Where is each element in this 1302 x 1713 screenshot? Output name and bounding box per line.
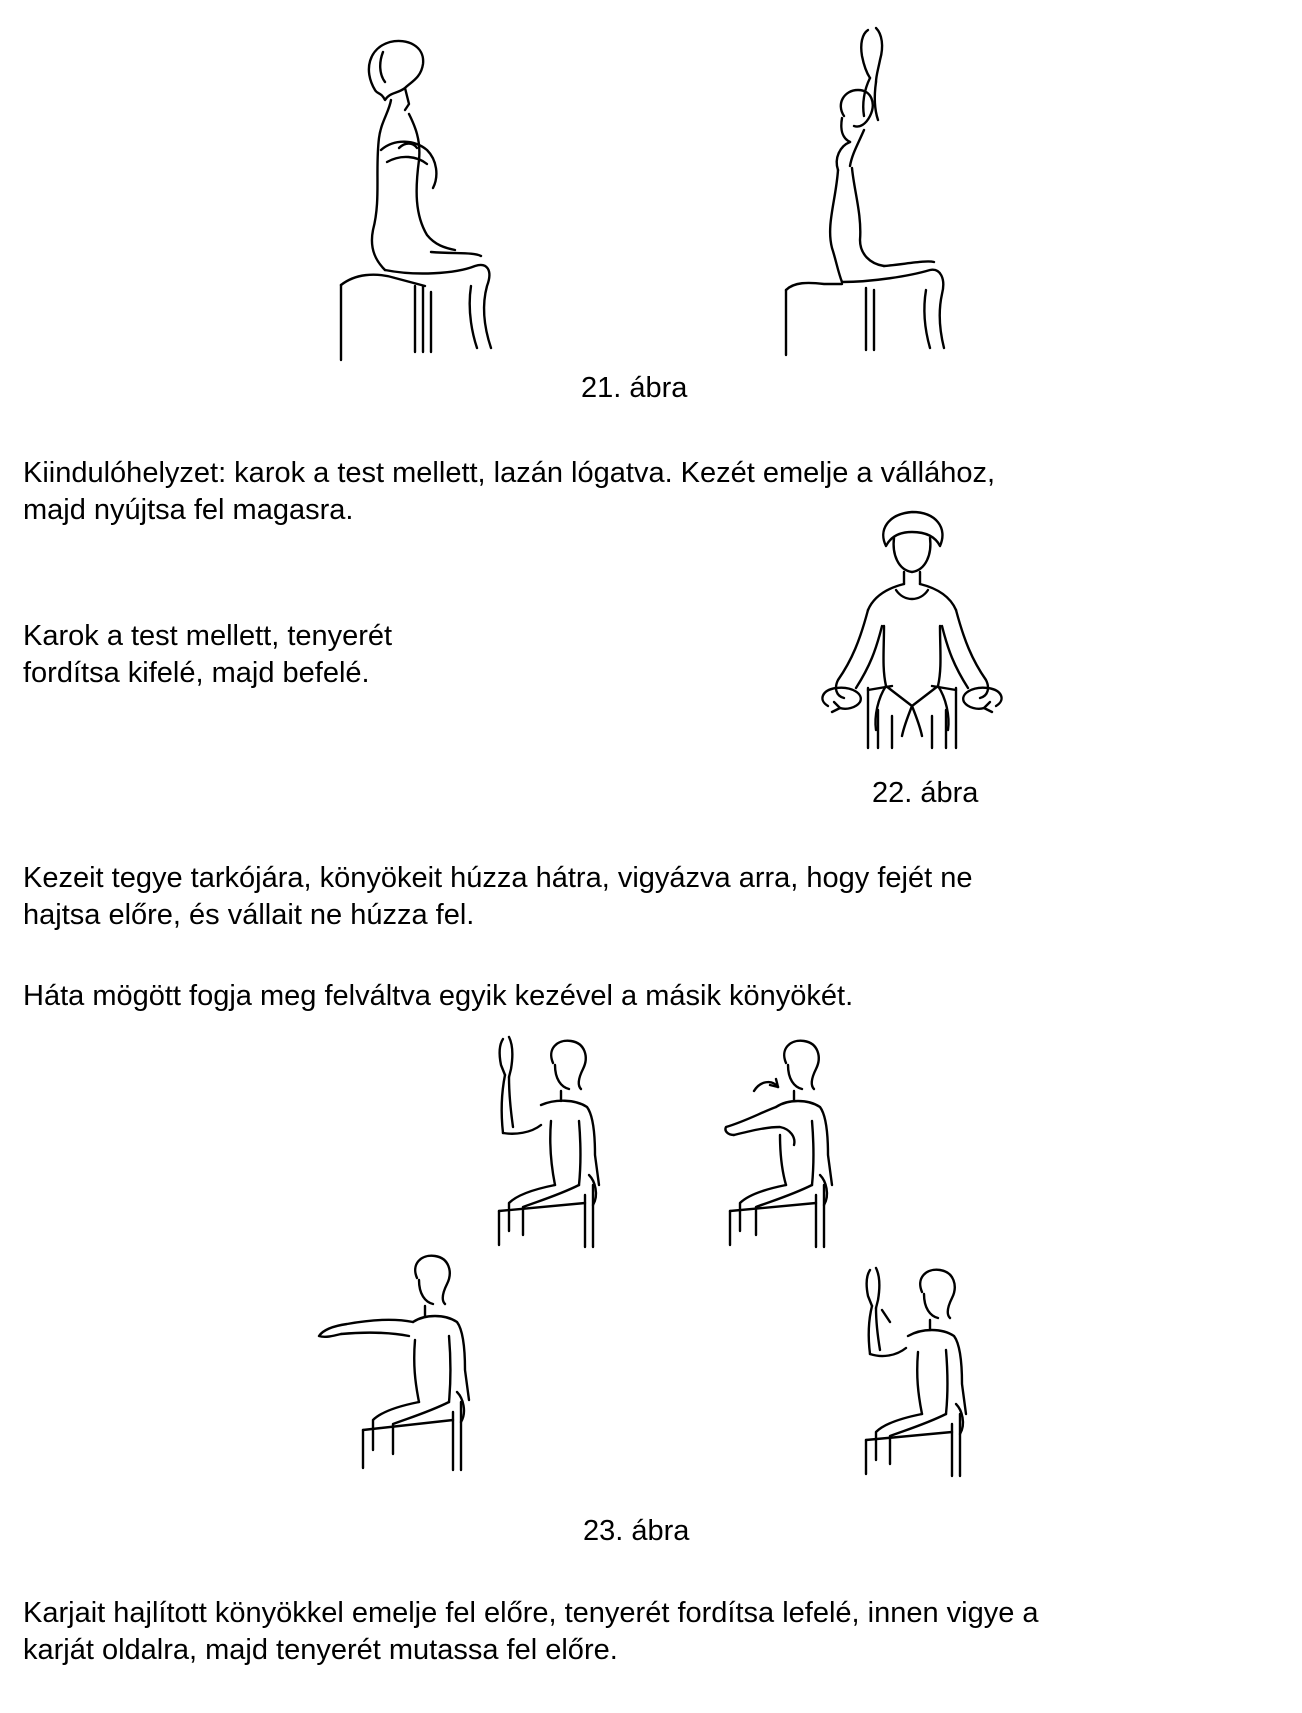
figure-23-caption: 23. ábra [583, 1515, 690, 1547]
figure-23-illustration-top-right [720, 1035, 840, 1250]
instruction-paragraph-5 [23, 1595, 1273, 1669]
paragraph-line: Kezeit tegye tarkójára, könyökeit húzza hátra, vigyázva arra, hogy fejét ne [23, 862, 973, 894]
figure-23-illustration-bottom-right [860, 1262, 975, 1480]
paragraph-line: karját oldalra, majd tenyerét mutassa fel előre. [23, 1634, 618, 1666]
figure-23-illustration-top-left [495, 1035, 605, 1250]
figure-21-caption: 21. ábra [581, 372, 688, 404]
paragraph-line: Karok a test mellett, tenyerét [23, 620, 393, 652]
paragraph-line: Karjait hajlított könyökkel emelje fel előre, tenyerét fordítsa lefelé, innen vigye a [23, 1597, 1039, 1629]
paragraph-line: fordítsa kifelé, majd befelé. [23, 657, 370, 689]
paragraph-line: hajtsa előre, és vállait ne húzza fel. [23, 899, 475, 931]
figure-21-illustration-right [780, 20, 970, 365]
paragraph-line: Kiindulóhelyzet: karok a test mellett, lazán lógatva. Kezét emelje a vállához, [23, 457, 996, 489]
instruction-paragraph-3 [23, 860, 1273, 934]
figure-22-caption: 22. ábra [872, 777, 979, 809]
figure-22-illustration [812, 510, 1032, 755]
instruction-paragraph-1 [23, 455, 1273, 529]
paragraph-line: majd nyújtsa fel magasra. [23, 494, 354, 526]
figure-23-illustration-bottom-left [313, 1250, 483, 1475]
paragraph-line: Háta mögött fogja meg felváltva egyik kezével a másik könyökét. [23, 980, 854, 1012]
instruction-paragraph-4 [23, 978, 1273, 1015]
instruction-paragraph-2 [23, 618, 623, 692]
figure-21-illustration-left [335, 30, 510, 365]
